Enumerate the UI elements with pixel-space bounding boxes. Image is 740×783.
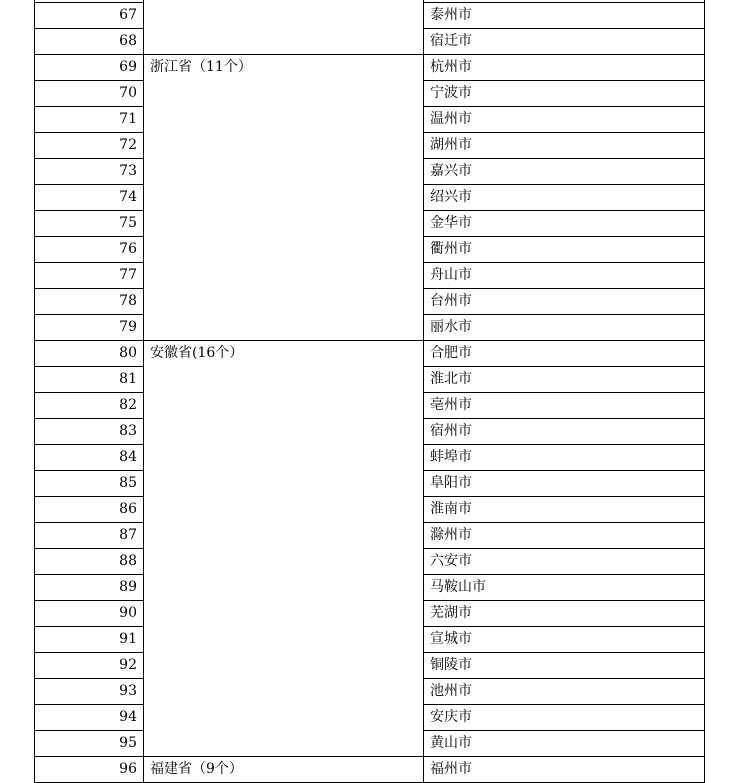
city-name: 阜阳市 xyxy=(424,471,705,497)
row-number: 74 xyxy=(35,185,144,211)
row-number: 81 xyxy=(35,367,144,393)
table-row xyxy=(35,757,705,783)
row-number: 87 xyxy=(35,523,144,549)
row-number: 82 xyxy=(35,393,144,419)
city-name: 宿州市 xyxy=(424,419,705,445)
row-number: 78 xyxy=(35,289,144,315)
row-number: 77 xyxy=(35,263,144,289)
city-name: 马鞍山市 xyxy=(424,575,705,601)
row-number: 79 xyxy=(35,315,144,341)
city-name: 安庆市 xyxy=(424,705,705,731)
row-number: 73 xyxy=(35,159,144,185)
province-cell-jiangsu xyxy=(144,0,424,55)
row-number: 94 xyxy=(35,705,144,731)
table-row xyxy=(35,341,705,367)
city-name: 舟山市 xyxy=(424,263,705,289)
city-name: 温州市 xyxy=(424,107,705,133)
row-number: 86 xyxy=(35,497,144,523)
city-name: 芜湖市 xyxy=(424,601,705,627)
row-number: 93 xyxy=(35,679,144,705)
row-number: 71 xyxy=(35,107,144,133)
city-name: 湖州市 xyxy=(424,133,705,159)
row-number: 67 xyxy=(35,3,144,29)
city-name: 蚌埠市 xyxy=(424,445,705,471)
city-name: 台州市 xyxy=(424,289,705,315)
city-name: 淮南市 xyxy=(424,497,705,523)
row-number: 96 xyxy=(35,757,144,783)
row-number: 69 xyxy=(35,55,144,81)
city-name: 宿迁市 xyxy=(424,29,705,55)
row-number: 91 xyxy=(35,627,144,653)
row-number: 84 xyxy=(35,445,144,471)
row-number: 95 xyxy=(35,731,144,757)
city-name: 合肥市 xyxy=(424,341,705,367)
city-name: 亳州市 xyxy=(424,393,705,419)
row-number: 70 xyxy=(35,81,144,107)
city-name: 泰州市 xyxy=(424,3,705,29)
city-name: 嘉兴市 xyxy=(424,159,705,185)
row-number: 68 xyxy=(35,29,144,55)
city-name: 丽水市 xyxy=(424,315,705,341)
city-name: 滁州市 xyxy=(424,523,705,549)
row-number: 85 xyxy=(35,471,144,497)
row-number: 92 xyxy=(35,653,144,679)
city-name: 宣城市 xyxy=(424,627,705,653)
city-name: 杭州市 xyxy=(424,55,705,81)
city-name: 宁波市 xyxy=(424,81,705,107)
city-name: 池州市 xyxy=(424,679,705,705)
city-name: 黄山市 xyxy=(424,731,705,757)
province-cell-zhejiang: 浙江省（11个） xyxy=(144,55,424,341)
row-number: 75 xyxy=(35,211,144,237)
city-name: 铜陵市 xyxy=(424,653,705,679)
row-number: 83 xyxy=(35,419,144,445)
city-name: 六安市 xyxy=(424,549,705,575)
row-number: 80 xyxy=(35,341,144,367)
row-number: 72 xyxy=(35,133,144,159)
city-name: 淮北市 xyxy=(424,367,705,393)
city-list-table xyxy=(34,0,705,783)
city-name: 绍兴市 xyxy=(424,185,705,211)
city-name: 福州市 xyxy=(424,757,705,783)
row-number: 89 xyxy=(35,575,144,601)
province-cell-anhui: 安徽省(16个） xyxy=(144,341,424,757)
row-number: 90 xyxy=(35,601,144,627)
city-name: 衢州市 xyxy=(424,237,705,263)
city-name: 金华市 xyxy=(424,211,705,237)
table-row xyxy=(35,55,705,81)
row-number: 76 xyxy=(35,237,144,263)
row-number: 88 xyxy=(35,549,144,575)
province-cell-fujian: 福建省（9个） xyxy=(144,757,424,783)
